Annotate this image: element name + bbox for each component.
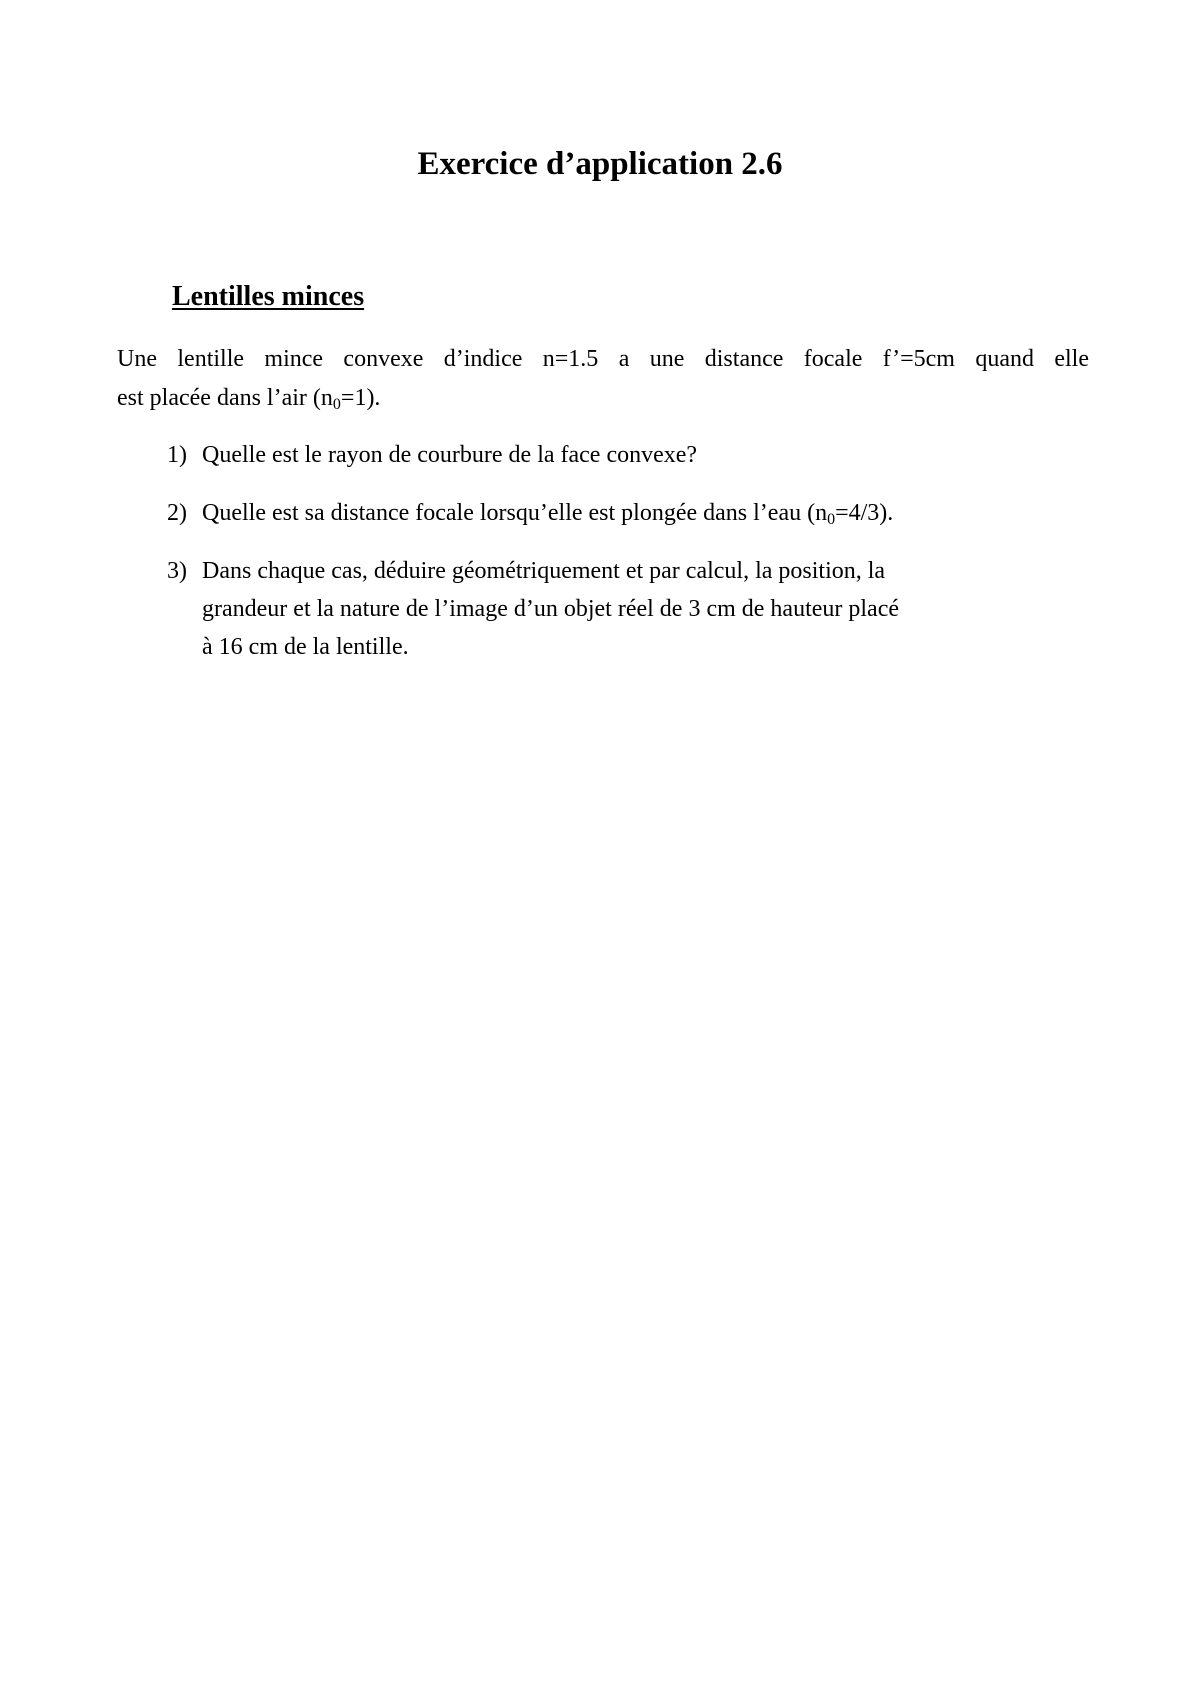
question-line: Dans chaque cas, déduire géométriquement et par calcul, la position, la [202,558,886,584]
section-heading: Lentilles minces [172,281,365,312]
question-line: à 16 cm de la lentille. [202,634,409,660]
intro-line-2-end: =1). [340,385,381,411]
intro-line-2 [117,379,1089,418]
question-line: grandeur et la nature de l’image d’un objet réel de 3 cm de hauteur placé [202,596,900,622]
intro-subscript: 0 [332,396,341,413]
intro-line-1: Une lentille mince convexe d’indice n=1.5 a une distance focale f’=5cm quand elle [117,346,1089,372]
question-number: 2) [167,500,187,526]
question-text-end: =4/3). [835,500,894,526]
question-item [167,436,1067,474]
intro-paragraph [117,340,1089,418]
question-item [167,552,1067,666]
exercise-title: Exercice d’application 2.6 [417,146,783,182]
question-number: 1) [167,442,187,468]
question-text: Quelle est sa distance focale lorsqu’elle est plongée dans l’eau (n [202,500,828,526]
intro-line-2-text: est placée dans l’air (n [117,385,333,411]
question-item [167,494,1067,532]
question-list [167,436,1067,666]
question-number: 3) [167,558,187,584]
question-text: Quelle est le rayon de courbure de la face convexe? [202,442,698,468]
question-subscript: 0 [827,511,836,528]
